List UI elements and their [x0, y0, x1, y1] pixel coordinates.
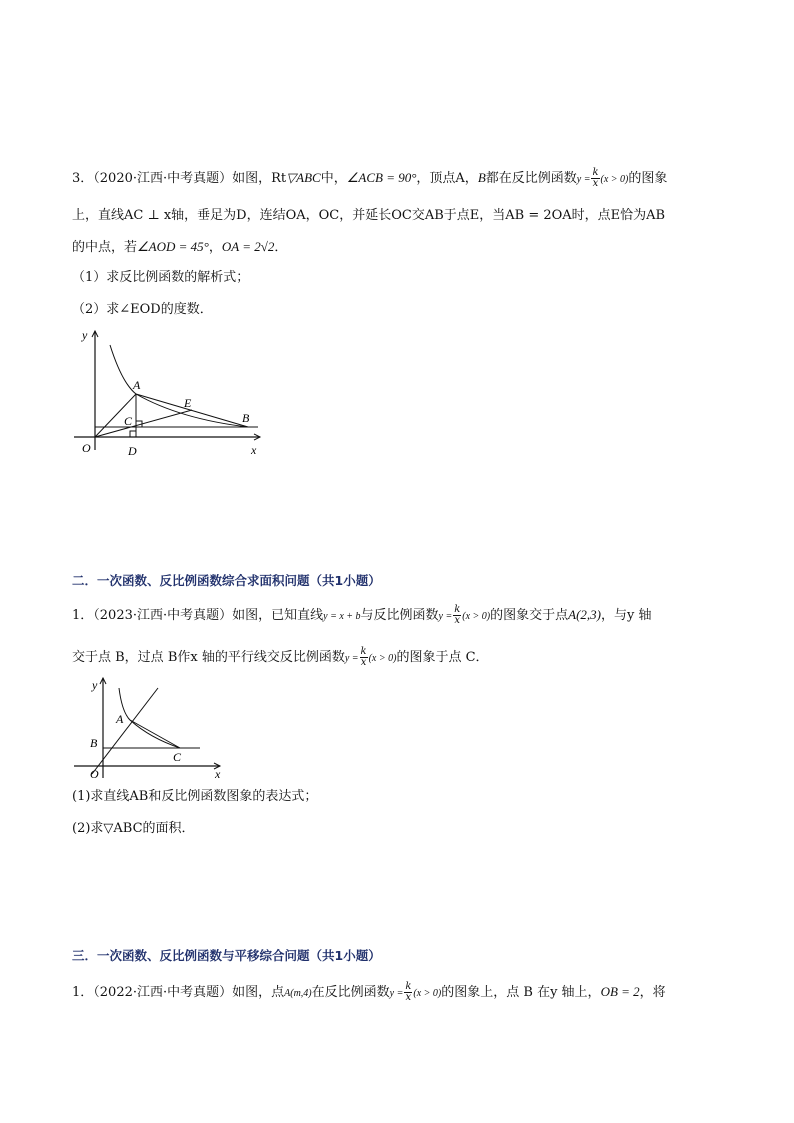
fraction-k-over-x — [404, 982, 412, 1003]
label-y: y — [82, 328, 88, 342]
text-fragment: 中， — [320, 171, 347, 186]
function-y: y = — [576, 174, 591, 185]
function-domain: (x > 0) — [600, 174, 629, 185]
text-fragment: 的图象上，点 B 在y 轴上， — [441, 985, 601, 1000]
text-fragment: 交于点 B，过点 B作x 轴的平行线交反比例函数 — [72, 650, 345, 665]
text-fragment: ，将 — [639, 985, 666, 1000]
problem3-line3 — [72, 237, 287, 258]
figure-problem3 — [70, 325, 270, 460]
text-fragment: 都在反比例函数 — [485, 171, 577, 186]
function-y: y = — [389, 988, 404, 999]
text-fragment: 的图象交于点 — [490, 608, 569, 623]
hyperbola-curve — [119, 688, 180, 748]
problem-source: （2020·江西·中考真题）如图， — [93, 171, 272, 186]
fraction-numerator: k — [454, 604, 461, 615]
label-c: C — [173, 750, 182, 764]
label-b: B — [90, 736, 98, 750]
text-fragment: ，与y 轴 — [601, 608, 652, 623]
point-a: A(2,3) — [568, 607, 602, 622]
fraction-denominator: x — [360, 657, 367, 668]
line-ab — [92, 688, 158, 774]
text-fragment: 的图象于点 C． — [396, 650, 489, 665]
problem-source: （2022·江西·中考真题）如图，点 — [93, 985, 285, 1000]
section2-question-1: (1)求直线AB和反比例函数图象的表达式； — [72, 789, 318, 804]
fraction-numerator: k — [405, 981, 412, 992]
section2-question-2: (2)求▽ABC的面积． — [72, 821, 195, 836]
label-d: D — [128, 444, 137, 458]
function-domain: (x > 0) — [462, 611, 491, 622]
point-a: A(m,4) — [284, 988, 312, 999]
text-fragment: 的中点，若 — [72, 240, 138, 255]
right-angle-d — [130, 431, 136, 437]
angle-acb: ∠ACB = 90° — [346, 170, 417, 185]
problem-source: （2023·江西·中考真题）如图，已知直线 — [93, 608, 324, 623]
fraction-denominator: x — [405, 992, 412, 1003]
section3-line1 — [72, 982, 666, 1004]
function-domain: (x > 0) — [413, 988, 442, 999]
label-o: O — [82, 441, 91, 455]
problem-number: 1． — [72, 985, 94, 1000]
problem3-line1 — [72, 168, 667, 190]
text-fragment: ， — [208, 240, 222, 255]
fraction-k-over-x — [591, 168, 599, 189]
label-e: E — [184, 396, 192, 410]
problem3-line2: 上，直线AC ⊥ x轴，垂足为D，连结OA，OC，并延长OC交AB于点E，当AB = 2OA时，点E恰为AB — [72, 208, 666, 223]
problem-number: 3． — [72, 171, 94, 186]
text-fragment: 的图象 — [628, 171, 668, 186]
fraction-denominator: x — [592, 178, 599, 189]
question-1: （1）求反比例函数的解析式； — [72, 270, 250, 285]
section2-line2 — [72, 647, 489, 669]
function-y: y = — [438, 611, 453, 622]
segment-oe — [95, 410, 192, 437]
fraction-numerator: k — [592, 167, 599, 178]
segment-ac — [130, 720, 180, 748]
rt-text: Rt — [271, 171, 287, 186]
label-o: O — [90, 767, 99, 781]
fraction-k-over-x — [360, 647, 368, 668]
text-fragment: 在反比例函数 — [311, 985, 390, 1000]
angle-aod: ∠AOD = 45° — [137, 239, 209, 254]
point-b: B — [477, 170, 486, 185]
section-3-title: 三．一次函数、反比例函数与平移综合问题（共1小题） — [72, 948, 381, 963]
label-a: A — [116, 712, 124, 726]
figure-section2 — [70, 674, 230, 782]
text-fragment: 与反比例函数 — [360, 608, 439, 623]
triangle-abc: ▽ABC — [286, 170, 321, 185]
text-fragment: ，顶点A， — [416, 171, 478, 186]
question-2: （2）求∠EOD的度数． — [72, 302, 213, 317]
function-y: y = — [344, 653, 359, 664]
fraction-denominator: x — [454, 615, 461, 626]
ob-length: OB = 2 — [600, 984, 640, 999]
function-domain: (x > 0) — [368, 653, 397, 664]
line-equation: y = x + b — [323, 611, 361, 622]
text-fragment: ． — [274, 240, 288, 255]
fraction-numerator: k — [360, 646, 367, 657]
section2-line1 — [72, 605, 652, 627]
label-c: C — [124, 414, 133, 428]
problem-number: 1． — [72, 608, 94, 623]
label-a: A — [133, 378, 141, 392]
label-b: B — [242, 411, 250, 425]
fraction-k-over-x — [453, 605, 461, 626]
label-x: x — [215, 767, 221, 781]
label-x: x — [251, 443, 257, 457]
section-2-title: 二．一次函数、反比例函数综合求面积问题（共1小题） — [72, 573, 381, 588]
oa-length: OA = 2√2 — [221, 239, 275, 254]
label-y: y — [92, 678, 98, 692]
